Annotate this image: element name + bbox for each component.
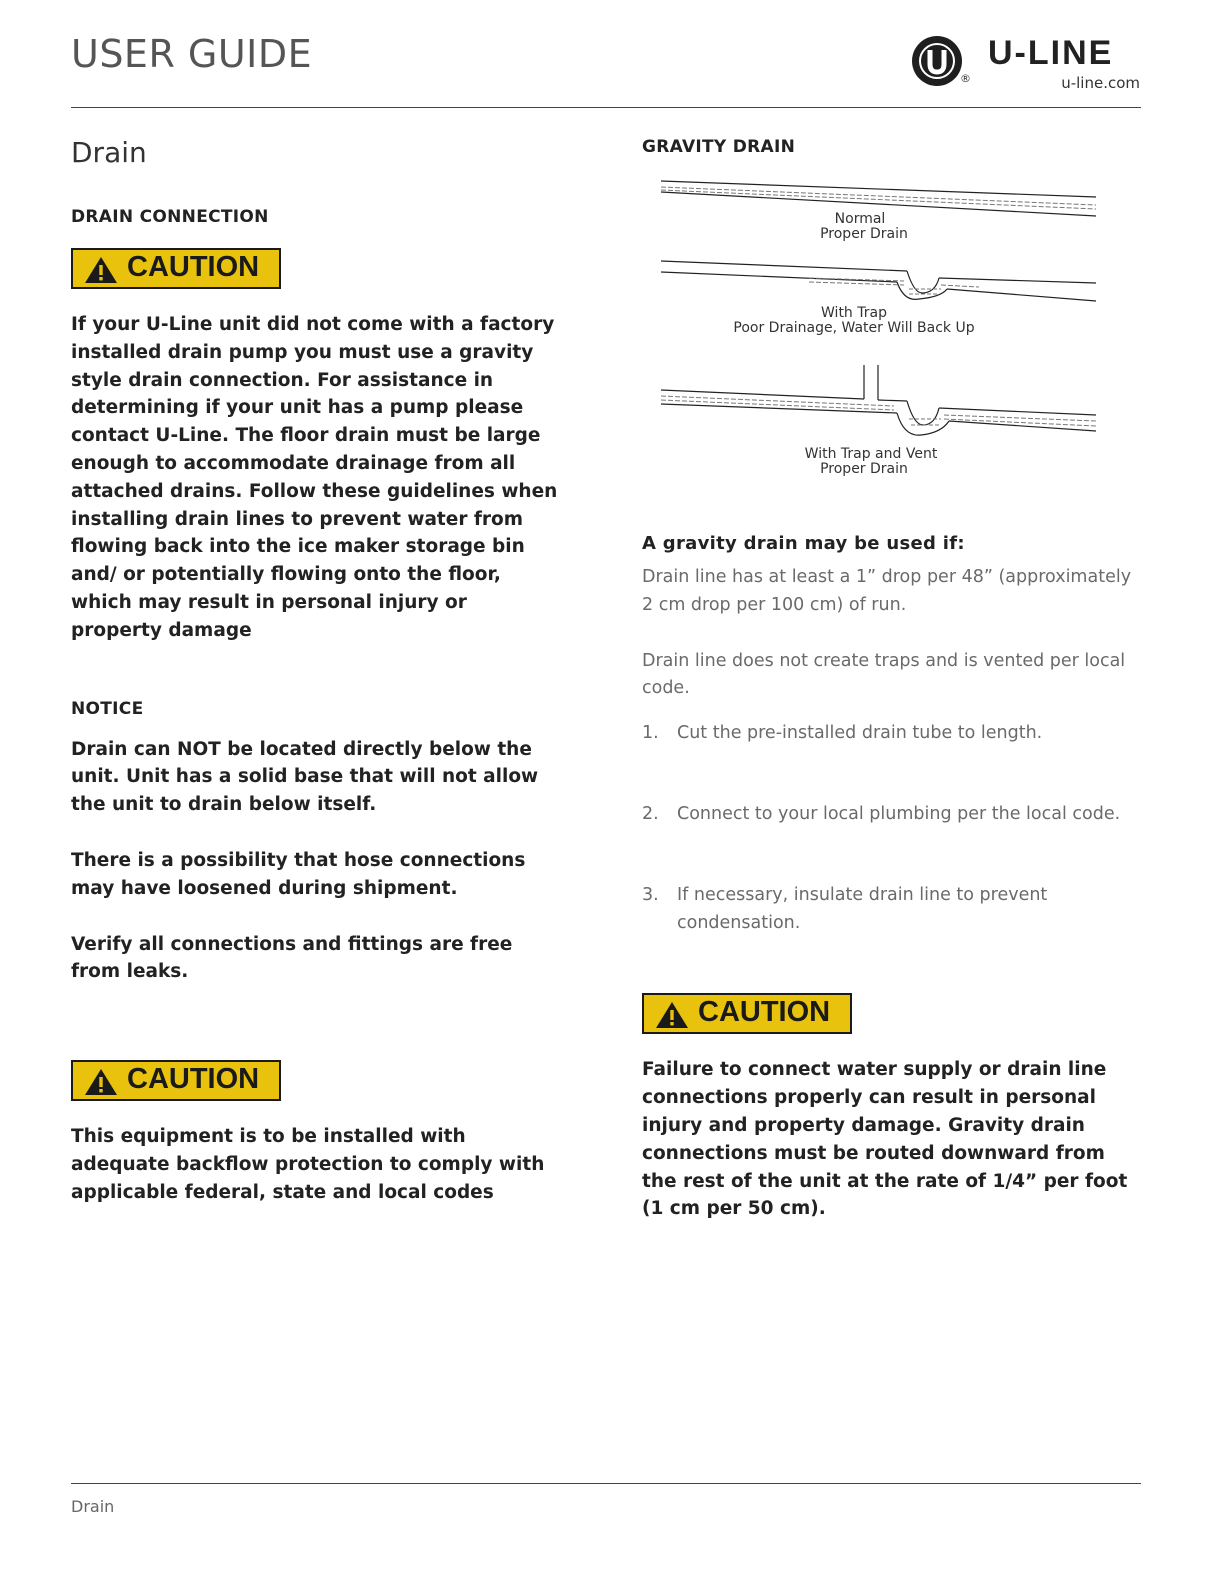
gravity-drain-conditions-heading: A gravity drain may be used if:: [642, 533, 965, 554]
drain-connection-text: If your U-Line unit did not come with a factory installed drain pump you must use a gravity style drain connection. For assistance in determining if your unit has a pump please contact U-Line. The floor drain must be large enough to accommodate drainage from all attached drains. Follow these guidelines when installing drain lines to prevent water from flowing back into the ice maker storage bin and/ or potentially flowing onto the floor, which may result in personal injury or property damage: [71, 314, 558, 641]
caution-badge: [71, 1060, 281, 1101]
warning-triangle-icon: [655, 1001, 689, 1029]
notice-paragraph: Drain can NOT be located directly below the unit. Unit has a solid base that will not allow the unit to drain below itself.: [71, 738, 539, 816]
caution-label: CAUTION: [127, 251, 260, 283]
footer-section-name: Drain: [71, 1497, 115, 1516]
warning-triangle-icon: [84, 1068, 118, 1096]
drain-diagram: [659, 175, 1119, 495]
backflow-caution-text: This equipment is to be installed with adequate backflow protection to comply with applicable federal, state and local codes: [71, 1126, 545, 1203]
step-text: If necessary, insulate drain line to prevent condensation.: [677, 884, 1048, 933]
step-text: Connect to your local plumbing per the local code.: [677, 803, 1121, 824]
diagram-label: Poor Drainage, Water Will Back Up: [733, 320, 975, 336]
condition-text: Drain line does not create traps and is vented per local code.: [642, 650, 1126, 699]
page-title: USER GUIDE: [71, 32, 313, 76]
header-divider: [71, 107, 1141, 108]
drain-connection-heading: DRAIN CONNECTION: [71, 207, 269, 227]
step-number: 2.: [642, 803, 659, 824]
footer-divider: [71, 1483, 1141, 1484]
u-line-logo-icon: [910, 34, 964, 88]
vent-drain-pipe: [661, 365, 1096, 435]
diagram-label: Proper Drain: [820, 226, 908, 242]
right-column: [642, 130, 1142, 1223]
notice-paragraph: Verify all connections and fittings are free from leaks.: [71, 933, 513, 983]
brand-wordmark: U-LINE: [988, 34, 1114, 72]
brand-url: u-line.com: [1061, 74, 1140, 92]
warning-triangle-icon: [84, 256, 118, 284]
diagram-label: With Trap: [821, 305, 887, 321]
brand-logo: [910, 34, 1142, 92]
trap-drain-pipe: [661, 261, 1096, 301]
step-item: [642, 801, 1142, 829]
condition-text: Drain line has at least a 1” drop per 48” (approximately 2 cm drop per 100 cm) of run.: [642, 567, 1132, 615]
connection-caution-text: Failure to connect water supply or drain line connections properly can result in personal injury and property damage. Gravity drain connections must be routed downward from the rest of the unit at the rate of 1/4” per foot (1 cm per 50 cm).: [642, 1059, 1128, 1220]
step-item: [642, 882, 1142, 938]
step-item: [642, 720, 1142, 748]
caution-label: CAUTION: [127, 1063, 260, 1096]
gravity-drain-heading: GRAVITY DRAIN: [642, 137, 796, 157]
section-title: Drain: [71, 136, 147, 169]
diagram-label: With Trap and Vent: [804, 446, 938, 462]
step-number: 3.: [642, 884, 659, 905]
caution-badge: [71, 248, 281, 289]
left-column: [71, 130, 561, 1207]
notice-paragraph: There is a possibility that hose connections may have loosened during shipment.: [71, 849, 526, 899]
diagram-label: Proper Drain: [820, 461, 908, 477]
notice-heading: NOTICE: [71, 698, 144, 719]
diagram-label: Normal: [834, 211, 886, 227]
caution-badge: [642, 993, 852, 1034]
step-number: 1.: [642, 723, 659, 744]
registered-mark: ®: [960, 72, 971, 85]
step-text: Cut the pre-installed drain tube to length.: [677, 723, 1043, 744]
caution-label: CAUTION: [698, 996, 831, 1029]
